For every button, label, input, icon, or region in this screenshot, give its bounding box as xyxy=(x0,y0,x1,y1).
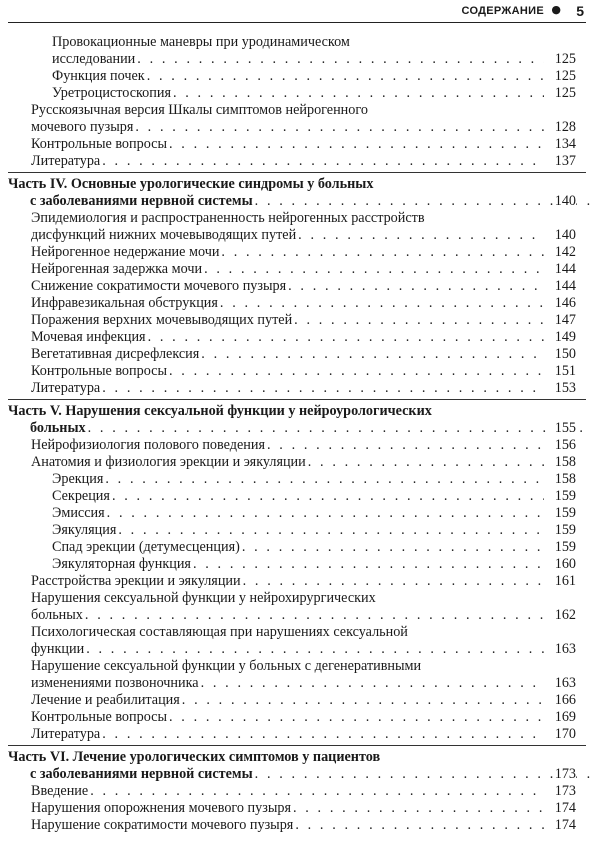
dot-leader xyxy=(220,295,544,312)
toc-entry-title-line: Литература xyxy=(31,380,101,396)
toc-page-number: 125 xyxy=(554,68,576,84)
dot-leader xyxy=(118,522,544,539)
section-title: СОДЕРЖАНИЕ xyxy=(461,5,544,17)
toc-entry-title-line: с заболеваниями нервной системы xyxy=(30,766,253,782)
toc-entry-title-line: Эмиссия xyxy=(52,505,105,521)
dot-leader xyxy=(193,556,544,573)
toc-entry-title-line: Русскоязычная версия Шкалы симптомов нейрогенного xyxy=(31,102,368,118)
toc-entry-title-line: Поражения верхних мочевыводящих путей xyxy=(31,312,293,328)
dot-leader xyxy=(201,675,544,692)
toc-entry[interactable] xyxy=(0,573,576,590)
toc-entry[interactable] xyxy=(0,800,576,817)
toc-entry[interactable] xyxy=(0,329,576,346)
toc-entry-title-line: Часть VI. Лечение урологических симптомов у пациентов xyxy=(8,749,381,765)
toc-entry[interactable] xyxy=(0,68,576,85)
toc-entry-title-line: исследовании xyxy=(52,51,136,67)
toc-page-number: 158 xyxy=(554,454,576,470)
toc-entry[interactable] xyxy=(0,624,576,658)
toc-entry-title-line: Анатомия и физиология эрекции и эякуляции xyxy=(31,454,306,470)
toc-entry[interactable] xyxy=(0,783,576,800)
dot-leader xyxy=(288,278,544,295)
toc-entry[interactable] xyxy=(0,210,576,244)
dot-leader xyxy=(169,709,544,726)
toc-page-number: 159 xyxy=(554,488,576,504)
toc-page-number: 134 xyxy=(554,136,576,152)
toc-entry-title-line: Нейрогенное недержание мочи xyxy=(31,244,220,260)
toc-entry-title-line: Нейрофизиология полового поведения xyxy=(31,437,265,453)
dot-leader xyxy=(182,692,544,709)
toc-page-number: 144 xyxy=(554,278,576,294)
toc-entry-title-line: Инфравезикальная обструкция xyxy=(31,295,218,311)
dot-leader xyxy=(293,800,544,817)
toc-page-number: 144 xyxy=(554,261,576,277)
dot-leader xyxy=(148,329,544,346)
dot-leader xyxy=(294,312,544,329)
toc-page-number: 125 xyxy=(554,51,576,67)
table-of-contents xyxy=(0,34,592,834)
dot-leader xyxy=(242,539,544,556)
toc-entry[interactable] xyxy=(0,278,576,295)
dot-leader xyxy=(308,454,544,471)
dot-leader xyxy=(173,85,544,102)
toc-page-number: 147 xyxy=(554,312,576,328)
dot-leader xyxy=(85,607,544,624)
dot-leader xyxy=(88,420,592,436)
dot-leader xyxy=(255,766,592,782)
toc-entry-title-line: Контрольные вопросы xyxy=(31,709,167,725)
toc-entry-title-line: Эякуляция xyxy=(52,522,117,538)
toc-entry[interactable] xyxy=(0,726,576,743)
toc-entry[interactable] xyxy=(0,437,576,454)
toc-entry[interactable] xyxy=(0,312,576,329)
toc-entry-title-line: дисфункций нижних мочевыводящих путей xyxy=(31,227,297,243)
toc-entry[interactable] xyxy=(0,363,576,380)
toc-entry[interactable] xyxy=(0,136,576,153)
toc-page-number: 173 xyxy=(554,766,576,782)
section-divider xyxy=(8,745,586,746)
dot-leader xyxy=(105,471,544,488)
dot-leader xyxy=(90,783,544,800)
toc-page-number: 161 xyxy=(554,573,576,589)
toc-page-number: 160 xyxy=(554,556,576,572)
bullet-icon: ● xyxy=(551,3,561,16)
toc-page-number: 142 xyxy=(554,244,576,260)
toc-entry-title-line: Часть IV. Основные урологические синдромы у больных xyxy=(8,176,374,192)
dot-leader xyxy=(201,346,544,363)
dot-leader xyxy=(102,153,544,170)
toc-page-number: 153 xyxy=(554,380,576,396)
toc-page-number: 150 xyxy=(554,346,576,362)
toc-entry[interactable] xyxy=(0,590,576,624)
toc-entry-title-line: Литература xyxy=(31,726,101,742)
toc-entry-title-line: Снижение сократимости мочевого пузыря xyxy=(31,278,287,294)
toc-entry-title-line: функции xyxy=(31,641,85,657)
dot-leader xyxy=(255,193,592,209)
toc-entry[interactable] xyxy=(0,488,576,505)
header-rule xyxy=(8,22,586,23)
toc-page-number: 140 xyxy=(554,227,576,243)
dot-leader xyxy=(221,244,544,261)
toc-page-number: 163 xyxy=(554,675,576,691)
toc-page-number: 146 xyxy=(554,295,576,311)
toc-entry-title-line: с заболеваниями нервной системы xyxy=(30,193,253,209)
toc-part-heading[interactable] xyxy=(0,403,576,437)
toc-page-number: 158 xyxy=(554,471,576,487)
toc-entry[interactable] xyxy=(0,261,576,278)
toc-entry[interactable] xyxy=(0,556,576,573)
dot-leader xyxy=(204,261,544,278)
toc-entry[interactable] xyxy=(0,454,576,471)
toc-entry-title-line: Вегетативная дисрефлексия xyxy=(31,346,200,362)
toc-entry-title-line: Мочевая инфекция xyxy=(31,329,146,345)
dot-leader xyxy=(295,817,544,834)
toc-page-number: 156 xyxy=(554,437,576,453)
toc-entry[interactable] xyxy=(0,692,576,709)
toc-page-number: 159 xyxy=(554,505,576,521)
dot-leader xyxy=(135,119,544,136)
toc-page-number: 174 xyxy=(554,800,576,816)
toc-entry-title-line: Нарушения опорожнения мочевого пузыря xyxy=(31,800,291,816)
toc-entry[interactable] xyxy=(0,85,576,102)
dot-leader xyxy=(112,488,544,505)
toc-entry-title-line: Нарушение сексуальной функции у больных с дегенеративными xyxy=(31,658,422,674)
toc-entry[interactable] xyxy=(0,658,576,692)
toc-page-number: 155 xyxy=(554,420,576,436)
toc-entry-title-line: Эпидемиология и распространенность нейрогенных расстройств xyxy=(31,210,425,226)
toc-page-number: 125 xyxy=(554,85,576,101)
dot-leader xyxy=(298,227,544,244)
toc-entry-title-line: Расстройства эрекции и эякуляции xyxy=(31,573,241,589)
toc-entry[interactable] xyxy=(0,102,576,136)
toc-entry[interactable] xyxy=(0,153,576,170)
toc-entry-title-line: Нарушения сексуальной функции у нейрохирургических xyxy=(31,590,376,606)
toc-page-number: 159 xyxy=(554,539,576,555)
toc-page-number: 151 xyxy=(554,363,576,379)
toc-entry[interactable] xyxy=(0,471,576,488)
toc-page-number: 174 xyxy=(554,817,576,833)
toc-entry[interactable] xyxy=(0,709,576,726)
toc-page-number: 128 xyxy=(554,119,576,135)
toc-entry-title-line: Спад эрекции (детумесценция) xyxy=(52,539,240,555)
toc-entry-title-line: Эякуляторная функция xyxy=(52,556,191,572)
dot-leader xyxy=(243,573,544,590)
toc-part-heading[interactable] xyxy=(0,749,576,783)
toc-entry[interactable] xyxy=(0,346,576,363)
toc-page-number: 173 xyxy=(554,783,576,799)
running-header xyxy=(0,0,592,24)
toc-page-number: 162 xyxy=(554,607,576,623)
toc-entry-title-line: Функция почек xyxy=(52,68,145,84)
toc-page-number: 163 xyxy=(554,641,576,657)
toc-entry-title-line: Нарушение сократимости мочевого пузыря xyxy=(31,817,294,833)
toc-entry-title-line: Секреция xyxy=(52,488,110,504)
toc-page-number: 159 xyxy=(554,522,576,538)
toc-entry[interactable] xyxy=(0,34,576,68)
toc-entry-title-line: больных xyxy=(30,420,86,436)
toc-entry-title-line: Психологическая составляющая при нарушениях сексуальной xyxy=(31,624,408,640)
dot-leader xyxy=(147,68,544,85)
toc-entry[interactable] xyxy=(0,505,576,522)
page-number: 5 xyxy=(576,3,584,19)
dot-leader xyxy=(169,136,544,153)
toc-entry-title-line: Провокационные маневры при уродинамическом xyxy=(52,34,350,50)
toc-entry-title-line: Эрекция xyxy=(52,471,104,487)
toc-entry-title-line: больных xyxy=(31,607,83,623)
toc-entry[interactable] xyxy=(0,522,576,539)
toc-entry-title-line: Контрольные вопросы xyxy=(31,363,167,379)
toc-entry[interactable] xyxy=(0,244,576,261)
toc-entry[interactable] xyxy=(0,817,576,834)
dot-leader xyxy=(86,641,544,658)
dot-leader xyxy=(102,726,544,743)
toc-entry[interactable] xyxy=(0,295,576,312)
toc-page-number: 149 xyxy=(554,329,576,345)
toc-entry-title-line: Часть V. Нарушения сексуальной функции у нейроурологических xyxy=(8,403,432,419)
toc-page-number: 137 xyxy=(554,153,576,169)
toc-page-number: 166 xyxy=(554,692,576,708)
section-divider xyxy=(8,172,586,173)
toc-entry-title-line: Контрольные вопросы xyxy=(31,136,167,152)
section-divider xyxy=(8,399,586,400)
dot-leader xyxy=(169,363,544,380)
toc-entry-title-line: Лечение и реабилитация xyxy=(31,692,180,708)
dot-leader xyxy=(137,51,544,68)
toc-entry[interactable] xyxy=(0,380,576,397)
toc-page-number: 170 xyxy=(554,726,576,742)
toc-entry-title-line: Введение xyxy=(31,783,89,799)
toc-entry-title-line: изменениями позвоночника xyxy=(31,675,199,691)
toc-entry-title-line: Уретроцистоскопия xyxy=(52,85,171,101)
toc-entry-title-line: Литература xyxy=(31,153,101,169)
toc-entry[interactable] xyxy=(0,539,576,556)
toc-page-number: 140 xyxy=(554,193,576,209)
toc-page-number: 169 xyxy=(554,709,576,725)
dot-leader xyxy=(267,437,544,454)
toc-part-heading[interactable] xyxy=(0,176,576,210)
dot-leader xyxy=(107,505,544,522)
dot-leader xyxy=(102,380,544,397)
toc-entry-title-line: Нейрогенная задержка мочи xyxy=(31,261,203,277)
toc-entry-title-line: мочевого пузыря xyxy=(31,119,134,135)
